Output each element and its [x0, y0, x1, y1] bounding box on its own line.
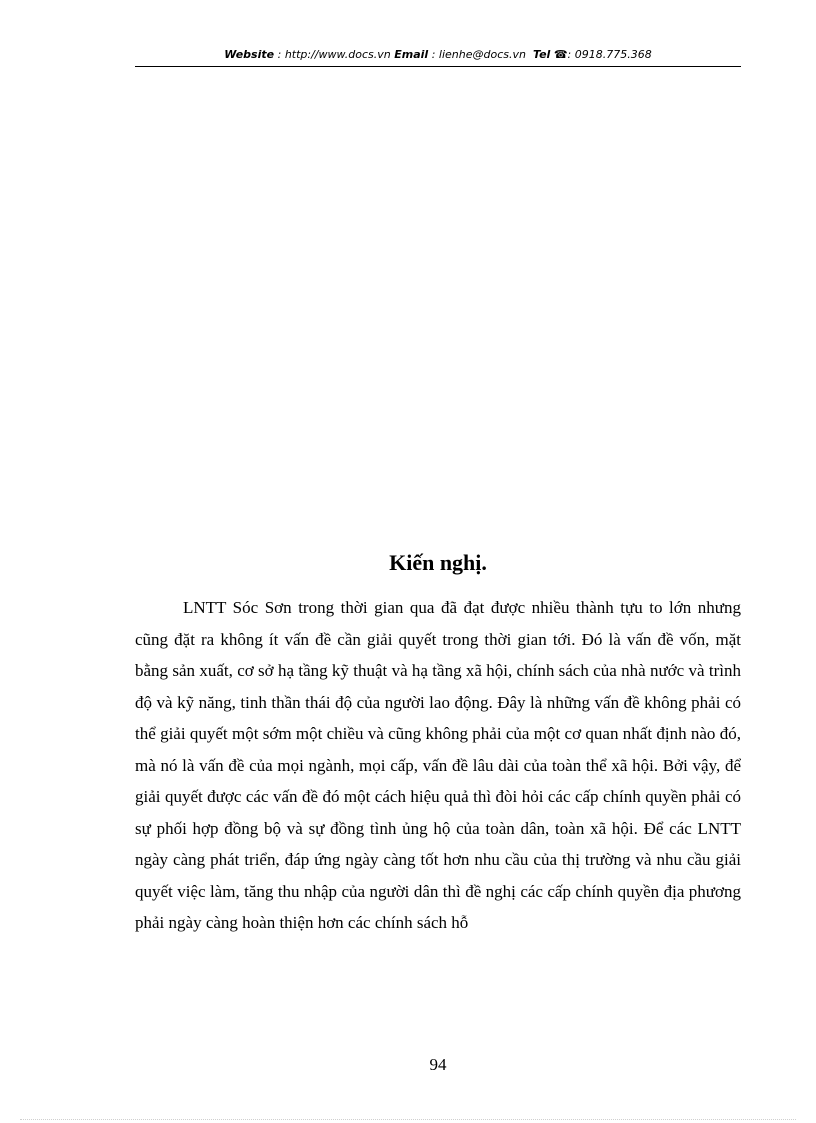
- email-label: Email: [394, 48, 429, 61]
- header-divider: [135, 66, 741, 67]
- tel-number: : 0918.775.368: [567, 48, 652, 61]
- section-title: Kiến nghị.: [389, 550, 487, 575]
- tel-label: Tel: [532, 48, 551, 61]
- website-label: Website: [224, 48, 275, 61]
- website-url: http://www.docs.vn: [284, 48, 391, 61]
- email-address: lienhe@docs.vn: [438, 48, 526, 61]
- phone-icon: ☎: [553, 48, 568, 61]
- website-separator: :: [274, 48, 285, 61]
- body-paragraph: LNTT Sóc Sơn trong thời gian qua đã đạt được nhiều thành tựu to lớn nhưng cũng đặt ra không ít vấn đề cần giải quyết trong thời gian tới. Đó là vấn đề vốn, mặt bằng sản xuất, cơ sở hạ tầng kỹ thuật và hạ tầng xã hội, chính sách của nhà nước và trình độ và kỹ năng, tinh thần thái độ của người lao động. Đây là những vấn đề không phải có thể giải quyết một sớm một chiều và cũng không phải của một cơ quan nhất định nào đó, mà nó là vấn đề của mọi ngành, mọi cấp, vấn đề lâu dài của toàn thể xã hội. Bởi vậy, để giải quyết được các vấn đề đó một cách hiệu quả thì đòi hỏi các cấp chính quyền phải có sự phối hợp đồng bộ và sự đồng tình ủng hộ của toàn dân, toàn xã hội. Để các LNTT ngày càng phát triển, đáp ứng ngày càng tốt hơn nhu cầu của thị trường và nhu cầu giải quyết việc làm, tăng thu nhập của người dân thì đề nghị các cấp chính quyền địa phương phải ngày càng hoàn thiện hơn các chính sách hỗ: [135, 598, 741, 932]
- footer-divider: [20, 1119, 796, 1120]
- page-number: 94: [429, 1055, 447, 1074]
- page-header: [135, 48, 741, 61]
- email-separator: :: [428, 48, 439, 61]
